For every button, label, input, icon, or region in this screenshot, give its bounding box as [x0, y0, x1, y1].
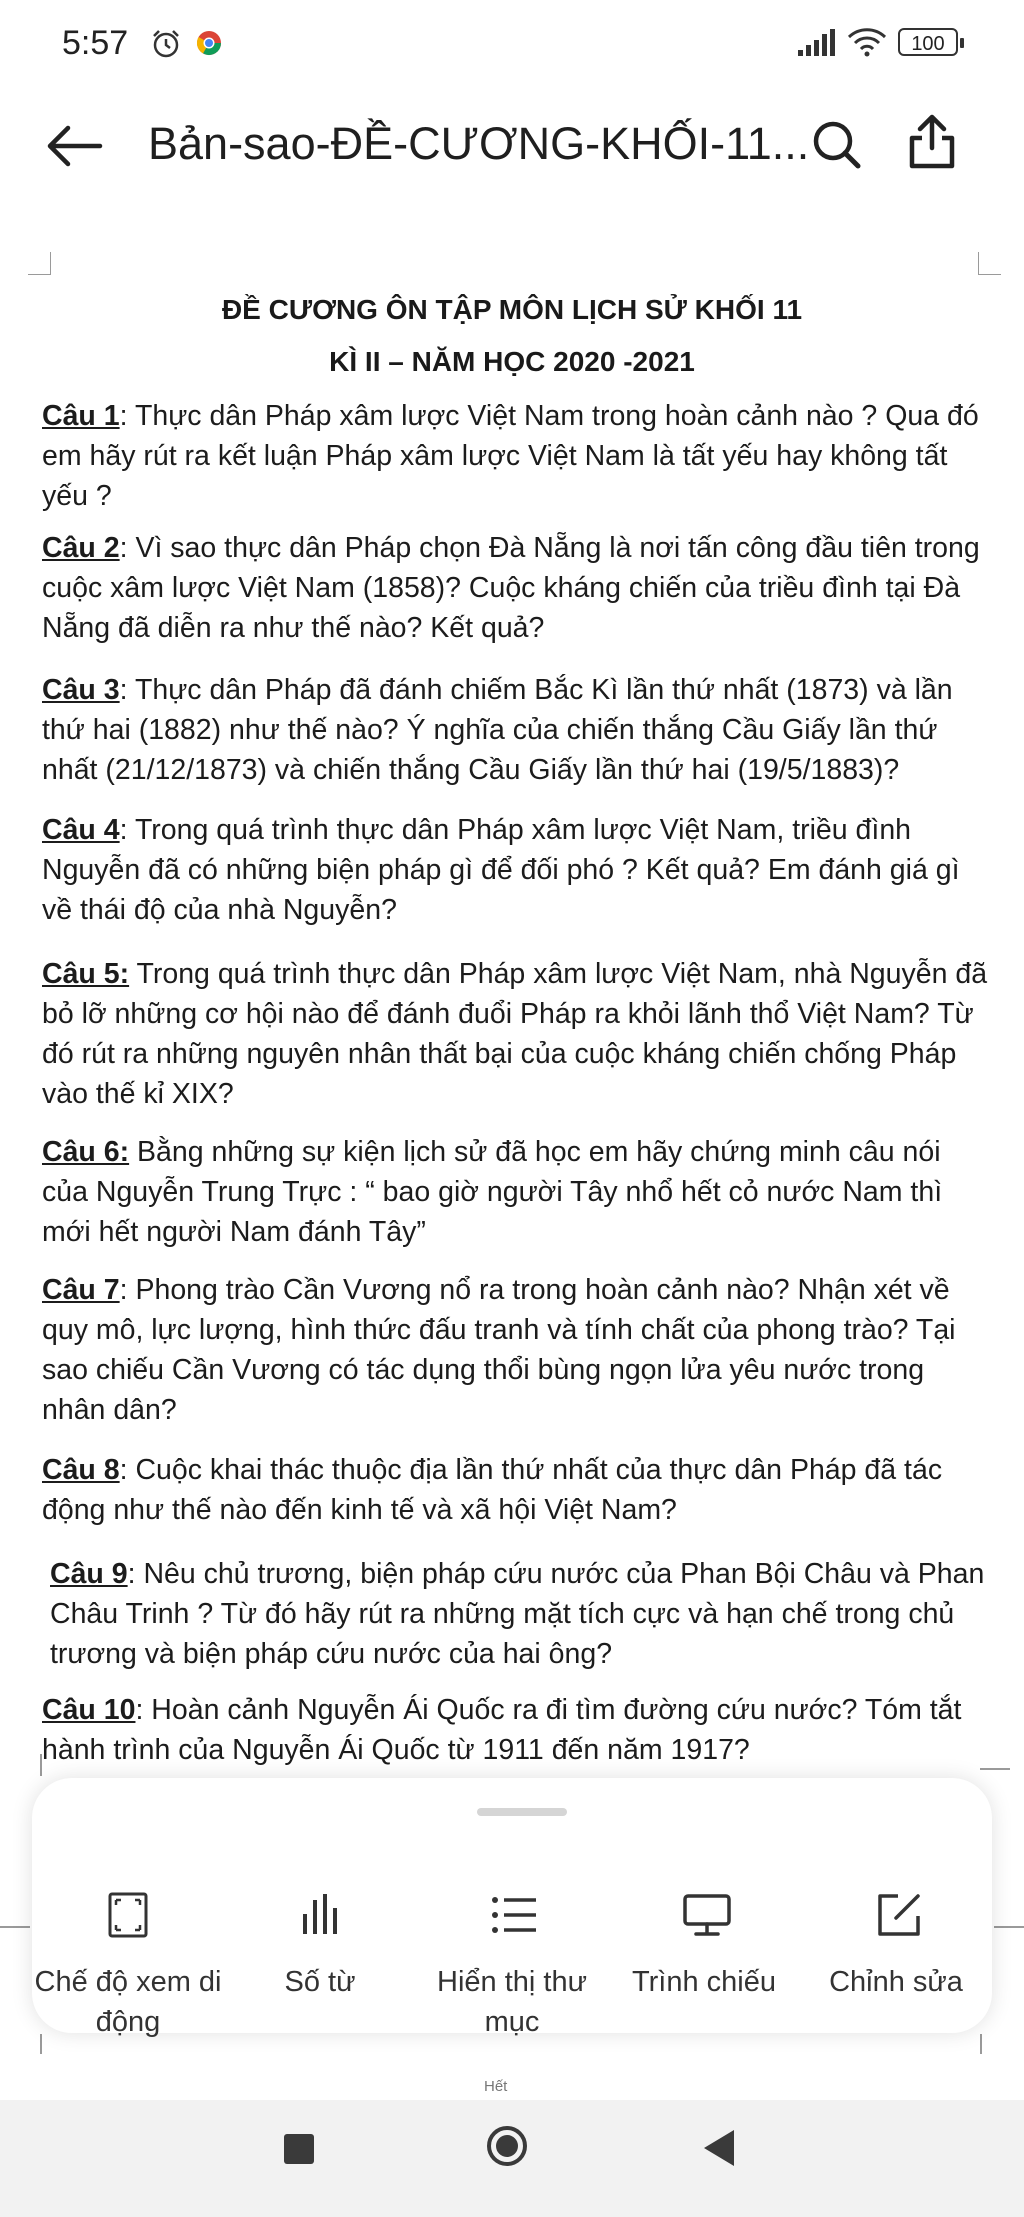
table-of-contents-icon: [490, 1890, 540, 1945]
back-arrow-icon[interactable]: [44, 118, 104, 179]
battery-icon: 100: [898, 28, 958, 56]
page-corner-mark: [978, 252, 1001, 275]
presentation-label: Trình chiếu: [632, 1966, 776, 1998]
status-bar: [0, 0, 1024, 92]
search-icon[interactable]: [808, 116, 864, 177]
question-3: Câu 3: Thực dân Pháp đã đánh chiếm Bắc Kì lần thứ nhất (1873) và lần thứ hai (1882) như thế nào? Ý nghĩa của chiến thắng Cầu Giấy lần thứ nhất (21/12/1873) và chiến thắng Cầu Giấy lần thứ hai (19/5/1883)?: [42, 674, 953, 786]
mobile-view-label: Chế độ xem di động: [34, 1966, 222, 2038]
home-icon[interactable]: [487, 2126, 527, 2166]
question-7: Câu 7: Phong trào Cần Vương nổ ra trong hoàn cảnh nào? Nhận xét về quy mô, lực lượng, hình thức đấu tranh và tính chất của phong trào? Tại sao chiếu Cần Vương có tác dụng thổi bùng ngọn lửa yêu nước trong nhân dân?: [42, 1274, 956, 1426]
chrome-icon: [196, 30, 222, 61]
edit-icon: [874, 1890, 924, 1945]
question-10: Câu 10: Hoàn cảnh Nguyễn Ái Quốc ra đi tìm đường cứu nước? Tóm tắt hành trình của Nguyễn Ái Quốc từ 1911 đến năm 1917?: [42, 1694, 962, 1766]
system-nav-bar: [0, 2100, 1024, 2217]
bottom-sheet-menu: [32, 1778, 992, 2038]
document-title: Bản-sao-ĐỀ-CƯƠNG-KHỐI-11...: [148, 118, 810, 169]
question-2: Câu 2: Vì sao thực dân Pháp chọn Đà Nẵng là nơi tấn công đầu tiên trong cuộc xâm lược Việt Nam (1858)? Cuộc kháng chiến của triều đình tại Đà Nẵng đã diễn ra như thế nào? Kết quả?: [42, 532, 980, 644]
alarm-icon: [150, 28, 182, 65]
presentation-icon: [682, 1890, 732, 1945]
question-9: Câu 9: Nêu chủ trương, biện pháp cứu nước của Phan Bội Châu và Phan Châu Trinh ? Từ đó hãy rút ra những mặt tích cực và hạn chế trong chủ trương và biện pháp cứu nước của hai ông?: [50, 1558, 985, 1670]
recents-icon[interactable]: [284, 2134, 314, 2164]
question-8: Câu 8: Cuộc khai thác thuộc địa lần thứ nhất của thực dân Pháp đã tác động như thế nào đến kinh tế và xã hội Việt Nam?: [42, 1454, 943, 1526]
page-corner-mark: [28, 252, 51, 275]
share-icon[interactable]: [904, 112, 960, 177]
sheet-drag-handle[interactable]: [477, 1808, 567, 1816]
page-edge-line: [994, 1926, 1024, 1928]
document-subheading: KÌ II – NĂM HỌC 2020 -2021: [329, 346, 695, 377]
word-count-label: Số từ: [284, 1966, 356, 1998]
page-corner-mark: [980, 1768, 1010, 1770]
status-time: 5:57: [62, 24, 129, 62]
back-icon[interactable]: [704, 2130, 734, 2166]
document-heading: ĐỀ CƯƠNG ÔN TẬP MÔN LỊCH SỬ KHỐI 11: [221, 294, 803, 325]
question-5: Câu 5: Trong quá trình thực dân Pháp xâm lược Việt Nam, nhà Nguyễn đã bỏ lỡ những cơ hội nào để đánh đuổi Pháp ra khỏi lãnh thổ Việt Nam? Từ đó rút ra những nguyên nhân thất bại của cuộc kháng chiến chống Pháp vào thế kỉ XIX?: [42, 958, 988, 1110]
wifi-icon: [846, 26, 888, 63]
mobile-view-icon: [106, 1890, 150, 1945]
app-bar: [0, 92, 1024, 202]
page-edge-line: [0, 1926, 30, 1928]
signal-icon: [796, 28, 836, 63]
word-count-icon: [298, 1890, 342, 1945]
table-of-contents-label: Hiển thị thư mục: [437, 1966, 587, 2038]
edit-label: Chỉnh sửa: [829, 1966, 963, 1998]
next-page-peek-text: Hết: [484, 2078, 508, 2095]
question-1: Câu 1: Thực dân Pháp xâm lược Việt Nam trong hoàn cảnh nào ? Qua đó em hãy rút ra kết luận Pháp xâm lược Việt Nam là tất yếu hay không tất yếu ?: [42, 400, 979, 512]
question-6: Câu 6: Bằng những sự kiện lịch sử đã học em hãy chứng minh câu nói của Nguyễn Trung Trực : “ bao giờ người Tây nhổ hết cỏ nước Nam thì mới hết người Nam đánh Tây”: [42, 1136, 943, 1248]
question-4: Câu 4: Trong quá trình thực dân Pháp xâm lược Việt Nam, triều đình Nguyễn đã có những biện pháp gì để đối phó ? Kết quả? Em đánh giá gì về thái độ của nhà Nguyễn?: [42, 814, 960, 926]
page-corner-mark: [40, 1754, 42, 1776]
page-corner-mark: [980, 2034, 982, 2054]
